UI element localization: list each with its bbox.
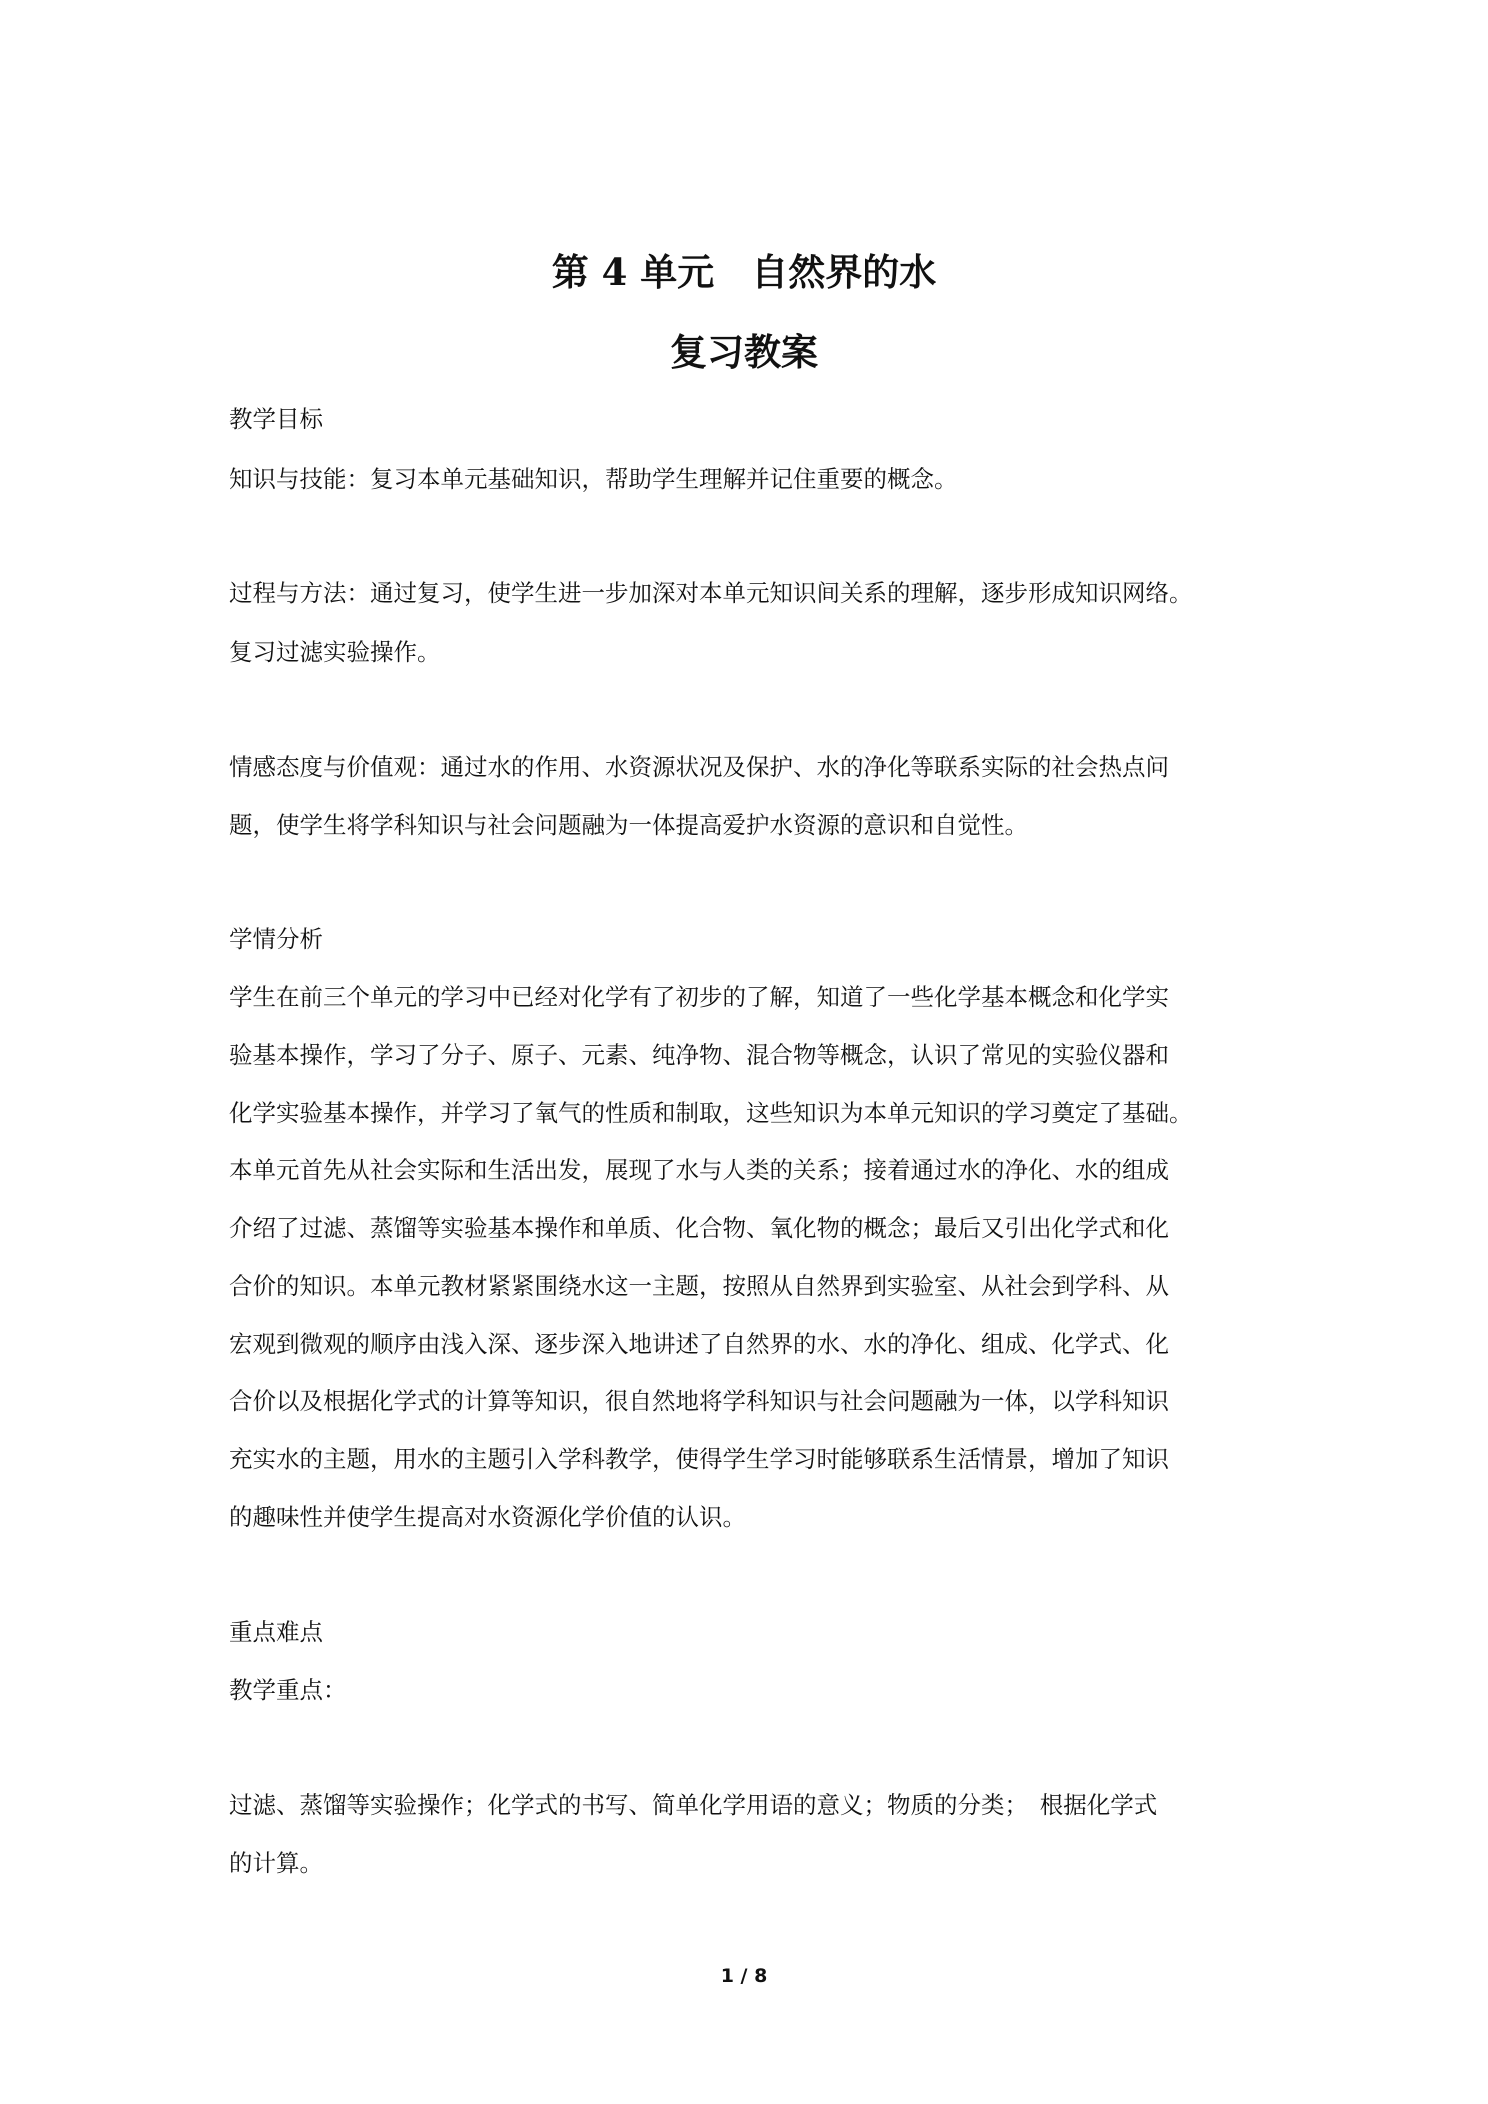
paragraph-line: 充实水的主题，用水的主题引入学科教学，使得学生学习时能够联系生活情景，增加了知识: [229, 1445, 1169, 1473]
document-subtitle: 复习教案: [670, 330, 818, 374]
section-heading-student-analysis: 学情分析: [229, 925, 323, 953]
paragraph-line: 合价以及根据化学式的计算等知识，很自然地将学科知识与社会问题融为一体，以学科知识: [229, 1387, 1169, 1415]
paragraph-line: 化学实验基本操作，并学习了氧气的性质和制取，这些知识为本单元知识的学习奠定了基础。: [229, 1099, 1193, 1127]
paragraph-line: 复习过滤实验操作。: [229, 638, 441, 666]
paragraph-line: 过滤、蒸馏等实验操作；化学式的书写、简单化学用语的意义；物质的分类； 根据化学式: [229, 1791, 1158, 1819]
paragraph-line: 验基本操作，学习了分子、原子、元素、纯净物、混合物等概念，认识了常见的实验仪器和: [229, 1041, 1169, 1069]
paragraph-line: 知识与技能：复习本单元基础知识，帮助学生理解并记住重要的概念。: [229, 465, 958, 493]
paragraph-line: 情感态度与价值观：通过水的作用、水资源状况及保护、水的净化等联系实际的社会热点问: [229, 753, 1169, 781]
paragraph-line: 介绍了过滤、蒸馏等实验基本操作和单质、化合物、氧化物的概念；最后又引出化学式和化: [229, 1214, 1169, 1242]
section-heading-teaching-goals: 教学目标: [229, 405, 323, 433]
paragraph-line: 的趣味性并使学生提高对水资源化学价值的认识。: [229, 1503, 746, 1531]
paragraph-line: 合价的知识。本单元教材紧紧围绕水这一主题，按照从自然界到实验室、从社会到学科、从: [229, 1272, 1169, 1300]
paragraph-line: 题，使学生将学科知识与社会问题融为一体提高爱护水资源的意识和自觉性。: [229, 811, 1028, 839]
document-title: 第 4 单元 自然界的水: [551, 250, 937, 294]
paragraph-line: 本单元首先从社会实际和生活出发，展现了水与人类的关系；接着通过水的净化、水的组成: [229, 1156, 1169, 1184]
page-number: 1 / 8: [720, 1965, 768, 1987]
paragraph-line: 的计算。: [229, 1849, 323, 1877]
subheading-teaching-focus: 教学重点：: [229, 1676, 347, 1704]
paragraph-line: 过程与方法：通过复习，使学生进一步加深对本单元知识间关系的理解，逐步形成知识网络。: [229, 579, 1193, 607]
paragraph-line: 学生在前三个单元的学习中已经对化学有了初步的了解，知道了一些化学基本概念和化学实: [229, 983, 1169, 1011]
paragraph-line: 宏观到微观的顺序由浅入深、逐步深入地讲述了自然界的水、水的净化、组成、化学式、化: [229, 1330, 1169, 1358]
section-heading-key-points: 重点难点: [229, 1618, 323, 1646]
